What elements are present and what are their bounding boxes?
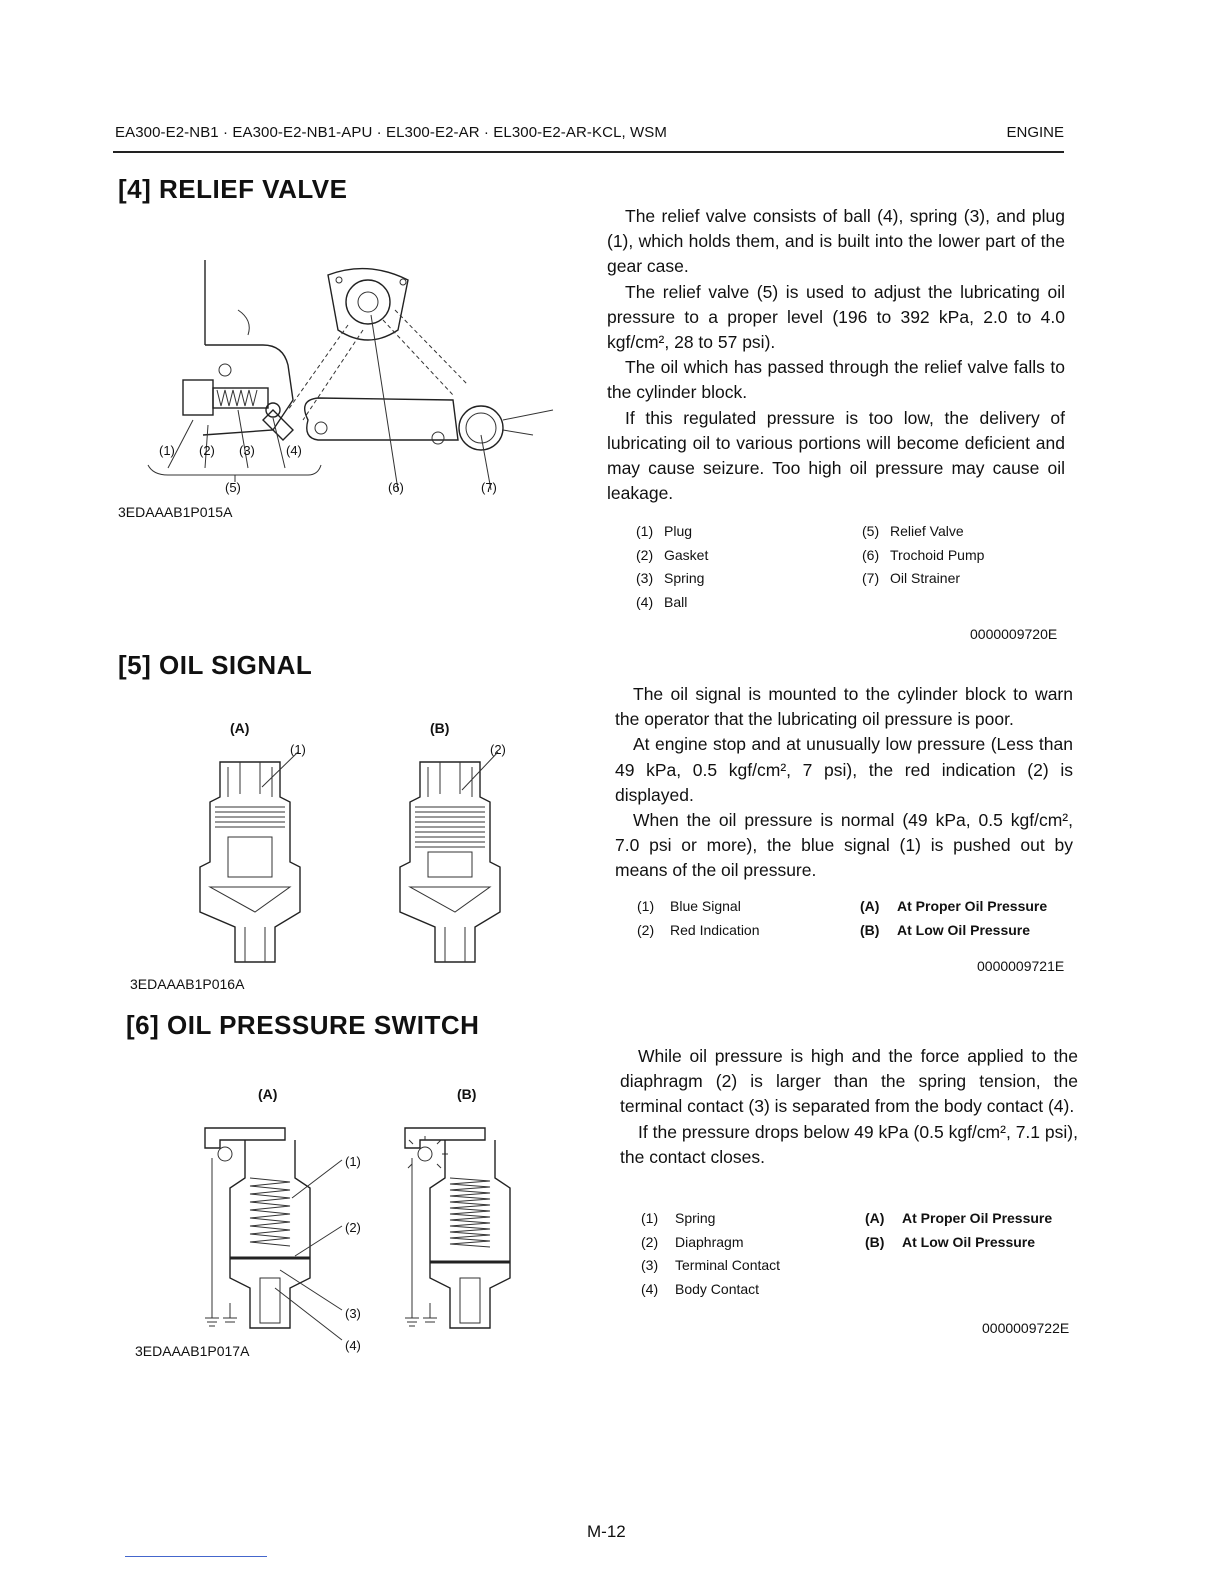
signal-b-drawing: [400, 752, 500, 962]
switch-legend-right: [865, 1207, 1075, 1254]
switch-doc-code: 0000009722E: [982, 1320, 1070, 1336]
relief-legend-left: [636, 520, 826, 614]
page-number: M-12: [587, 1522, 626, 1541]
relief-label-4: (4): [286, 443, 302, 458]
signal-label-b: (B): [430, 720, 450, 736]
legend-item: (6) Trochoid Pump: [862, 546, 985, 563]
switch-b-drawing: [405, 1128, 510, 1328]
relief-paragraph: The relief valve (5) is used to adjust the lubricating oil pressure to a proper level (196 to 392 kPa, 2.0 to 4.0 kgf/cm², 28 to 57 psi).: [607, 281, 1065, 353]
legend-item: (4) Body Contact: [641, 1280, 760, 1297]
legend-item: (A) At Proper Oil Pressure: [865, 1210, 1053, 1226]
header-section: ENGINE: [1006, 124, 1064, 141]
oil-pressure-switch-title: [6] OIL PRESSURE SWITCH: [126, 1010, 480, 1040]
switch-figure-code: 3EDAAAB1P017A: [135, 1343, 250, 1359]
switch-label-2: (2): [345, 1220, 361, 1235]
oil-pressure-switch-text: [620, 1044, 1078, 1170]
legend-item: (1) Spring: [641, 1210, 716, 1226]
oil-signal-figure: [180, 712, 540, 982]
relief-valve-text: [607, 204, 1065, 506]
legend-item: (5) Relief Valve: [862, 523, 964, 539]
switch-label-3: (3): [345, 1306, 361, 1321]
relief-label-3: (3): [239, 443, 255, 458]
relief-label-6: (6): [388, 480, 404, 495]
footer-rule: [125, 1556, 267, 1557]
signal-label-1: (1): [290, 742, 306, 757]
header-title: EA300-E2-NB1 · EA300-E2-NB1-APU · EL300-E2-AR · EL300-E2-AR-KCL, WSM: [115, 124, 667, 141]
signal-legend-right: [860, 895, 1070, 942]
relief-doc-code: 0000009720E: [970, 626, 1058, 642]
oil-signal-diagram: [180, 712, 540, 982]
relief-label-5: (5): [225, 480, 241, 495]
relief-valve-title: [4] RELIEF VALVE: [118, 174, 348, 204]
signal-a-drawing: [200, 752, 300, 962]
legend-item: (2) Gasket: [636, 546, 709, 563]
signal-paragraph: The oil signal is mounted to the cylinder block to warn the operator that the lubricating oil pressure is poor.: [615, 684, 1073, 730]
relief-legend-right: [862, 520, 1062, 591]
oil-pressure-switch-diagram: [190, 1078, 530, 1358]
switch-legend-left: [641, 1207, 841, 1301]
legend-item: (2) Diaphragm: [641, 1233, 744, 1250]
legend-item: (B) At Low Oil Pressure: [865, 1233, 1036, 1250]
legend-item: (4) Ball: [636, 593, 688, 610]
signal-doc-code: 0000009721E: [977, 958, 1065, 974]
legend-item: (B) At Low Oil Pressure: [860, 921, 1031, 938]
legend-item: (1) Plug: [636, 523, 693, 539]
relief-label-1: (1): [159, 443, 175, 458]
legend-item: (7) Oil Strainer: [862, 570, 961, 586]
legend-item: (1) Blue Signal: [637, 898, 741, 914]
switch-a-drawing: [205, 1128, 342, 1340]
switch-label-1: (1): [345, 1154, 361, 1169]
relief-label-7: (7): [481, 480, 497, 495]
legend-item: (A) At Proper Oil Pressure: [860, 898, 1048, 914]
oil-pressure-switch-figure: [190, 1078, 530, 1358]
switch-paragraph: If the pressure drops below 49 kPa (0.5 kgf/cm², 7.1 psi), the contact closes.: [620, 1121, 1078, 1167]
signal-paragraph: At engine stop and at unusually low pressure (Less than 49 kPa, 0.5 kgf/cm², 7 psi), the red indication (2) is displayed.: [615, 734, 1073, 805]
switch-label-b: (B): [457, 1086, 477, 1102]
relief-figure-code: 3EDAAAB1P015A: [118, 504, 233, 520]
legend-item: (2) Red Indication: [637, 921, 760, 938]
signal-label-2: (2): [490, 742, 506, 757]
signal-figure-code: 3EDAAAB1P016A: [130, 976, 245, 992]
oil-signal-text: [615, 682, 1073, 884]
relief-valve-figure: [113, 250, 573, 530]
relief-valve-diagram: [113, 250, 573, 510]
relief-label-2: (2): [199, 443, 215, 458]
signal-label-a: (A): [230, 720, 250, 736]
switch-label-a: (A): [258, 1086, 278, 1102]
relief-paragraph: The relief valve consists of ball (4), spring (3), and plug (1), which holds them, and is built into the lower part of the gear case.: [607, 206, 1065, 277]
legend-item: (3) Terminal Contact: [641, 1257, 781, 1273]
legend-item: (3) Spring: [636, 570, 705, 586]
relief-paragraph: The oil which has passed through the relief valve falls to the cylinder block.: [607, 357, 1065, 403]
signal-legend-left: [637, 895, 837, 942]
signal-paragraph: When the oil pressure is normal (49 kPa, 0.5 kgf/cm², 7.0 psi or more), the blue signal (1) is pushed out by means of the oil pressure.: [615, 810, 1073, 881]
relief-paragraph: If this regulated pressure is too low, the delivery of lubricating oil to various portions will become deficient and may cause seizure. Too high oil pressure may cause oil leakage.: [607, 407, 1065, 504]
header-rule: [113, 151, 1064, 153]
switch-paragraph: While oil pressure is high and the force applied to the diaphragm (2) is larger than the spring tension, the terminal contact (3) is separated from the body contact (4).: [620, 1046, 1078, 1117]
switch-label-4: (4): [345, 1338, 361, 1353]
oil-signal-title: [5] OIL SIGNAL: [118, 650, 313, 680]
